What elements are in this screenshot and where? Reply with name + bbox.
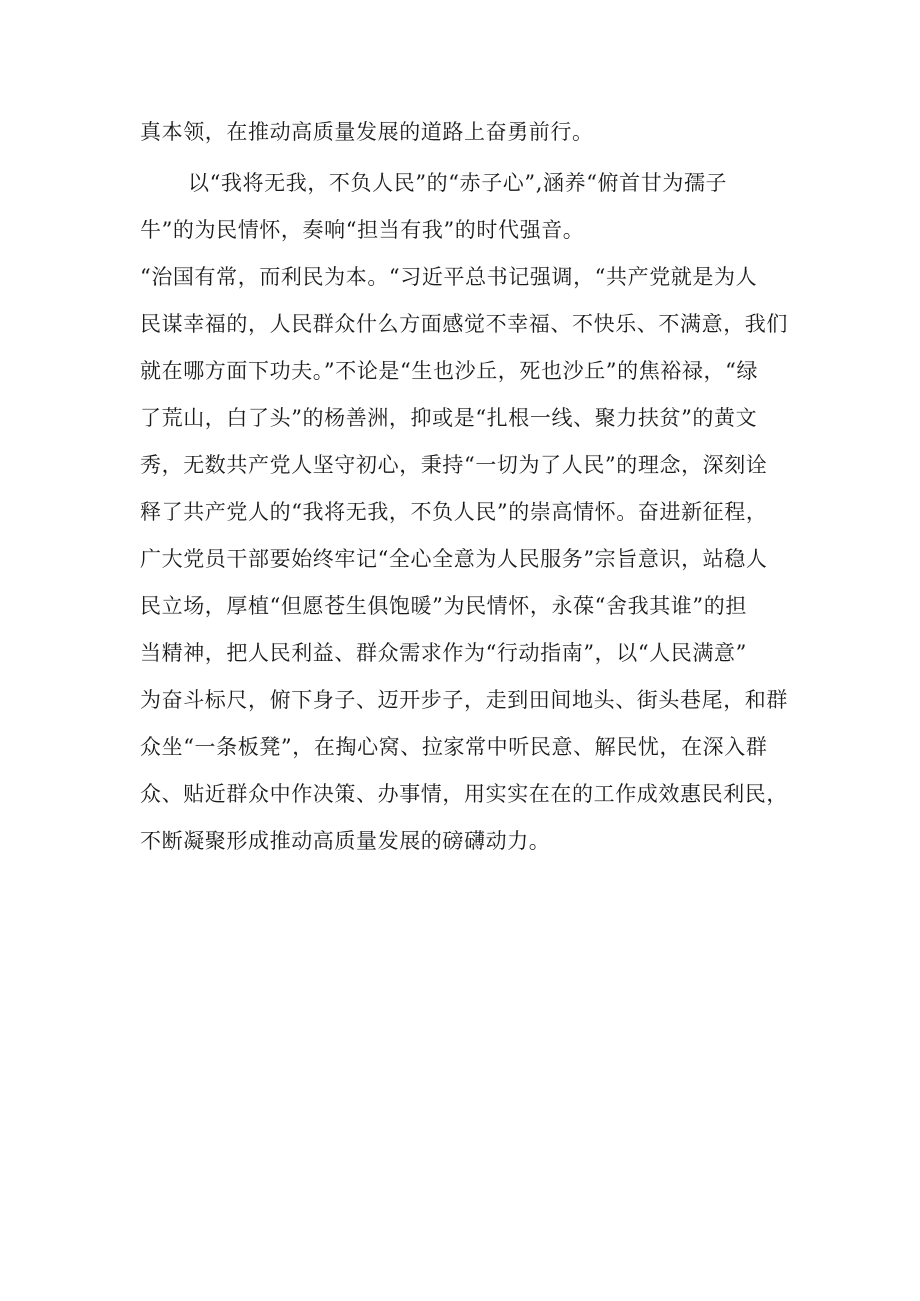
paragraph-line: 民谋幸福的，人民群众什么方面感觉不幸福、不快乐、不满意，我们 bbox=[140, 312, 788, 336]
paragraph-line: 众、贴近群众中作决策、办事情，用实实在在的工作成效惠民利民， bbox=[140, 782, 788, 806]
paragraph-line: “治国有常，而利民为本。“习近平总书记强调，“共产党就是为人 bbox=[140, 265, 758, 289]
paragraph-line: 了荒山，白了头”的杨善洲，抑或是“扎根一线、聚力扶贫”的黄文 bbox=[140, 406, 758, 430]
section-heading-line: 以“我将无我，不负人民”的“赤子心”,涵养“俯首甘为孺子 bbox=[188, 171, 728, 195]
paragraph-line: 广大党员干部要始终牢记“全心全意为人民服务”宗旨意识，站稳人 bbox=[140, 547, 768, 571]
paragraph-line: 秀，无数共产党人坚守初心，秉持“一切为了人民”的理念，深刻诠 bbox=[140, 453, 768, 477]
paragraph-line: 释了共产党人的“我将无我，不负人民”的崇高情怀。奋进新征程， bbox=[140, 500, 768, 524]
paragraph-line: 不断凝聚形成推动高质量发展的磅礴动力。 bbox=[140, 829, 551, 853]
section-heading-line: 牛”的为民情怀，奏响“担当有我”的时代强音。 bbox=[140, 218, 585, 242]
paragraph-line: 为奋斗标尺，俯下身子、迈开步子，走到田间地头、街头巷尾，和群 bbox=[140, 688, 788, 712]
paragraph-line: 民立场，厚植“但愿苍生俱饱暖”为民情怀，永葆“舍我其谁”的担 bbox=[140, 594, 747, 618]
paragraph-line: 众坐“一条板凳”，在掏心窝、拉家常中听民意、解民忧，在深入群 bbox=[140, 735, 768, 759]
paragraph-line: 就在哪方面下功夫。”不论是“生也沙丘，死也沙丘”的焦裕禄，“绿 bbox=[140, 359, 759, 383]
paragraph-line: 当精神，把人民利益、群众需求作为“行动指南”，以“人民满意” bbox=[140, 641, 747, 665]
paragraph-line: 真本领，在推动高质量发展的道路上奋勇前行。 bbox=[140, 120, 594, 144]
